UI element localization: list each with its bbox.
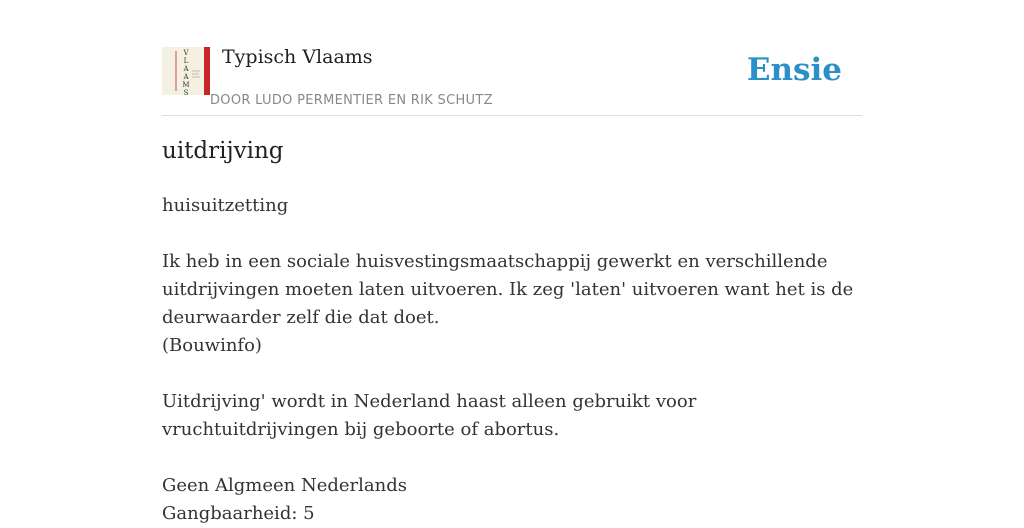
entry-example-source: (Bouwinfo) xyxy=(162,335,262,356)
entry-note: Uitdrijving' wordt in Nederland haast alleen gebruikt voor vruchtuitdrijvingen bij geboorte of abortus. xyxy=(162,391,697,440)
entry-example: Ik heb in een sociale huisvestingsmaatschappij gewerkt en verschillende uitdrijvingen moeten laten uitvoeren. Ik zeg 'laten' uitvoeren want het is de deurwaarder zelf die dat doet. xyxy=(162,251,854,328)
svg-text:A: A xyxy=(183,65,189,73)
site-header xyxy=(162,44,862,116)
book-title[interactable]: Typisch Vlaams xyxy=(222,46,373,68)
svg-text:S: S xyxy=(183,89,189,97)
svg-text:M: M xyxy=(182,81,190,89)
book-authors: DOOR LUDO PERMENTIER EN RIK SCHUTZ xyxy=(210,93,493,108)
entry-standard-label: Geen Algmeen Nederlands xyxy=(162,475,407,496)
spacer xyxy=(162,444,862,472)
entry-body xyxy=(162,192,862,528)
spacer xyxy=(162,360,862,388)
svg-text:L: L xyxy=(183,57,189,65)
entry-title: uitdrijving xyxy=(162,138,284,164)
book-cover-icon[interactable] xyxy=(162,47,210,95)
svg-text:V: V xyxy=(183,49,189,57)
entry-definition: huisuitzetting xyxy=(162,195,289,216)
spacer xyxy=(162,220,862,248)
ensie-logo-link[interactable]: Ensie xyxy=(746,52,842,88)
entry-usage-label: Gangbaarheid: 5 xyxy=(162,503,315,524)
svg-text:A: A xyxy=(183,73,189,81)
